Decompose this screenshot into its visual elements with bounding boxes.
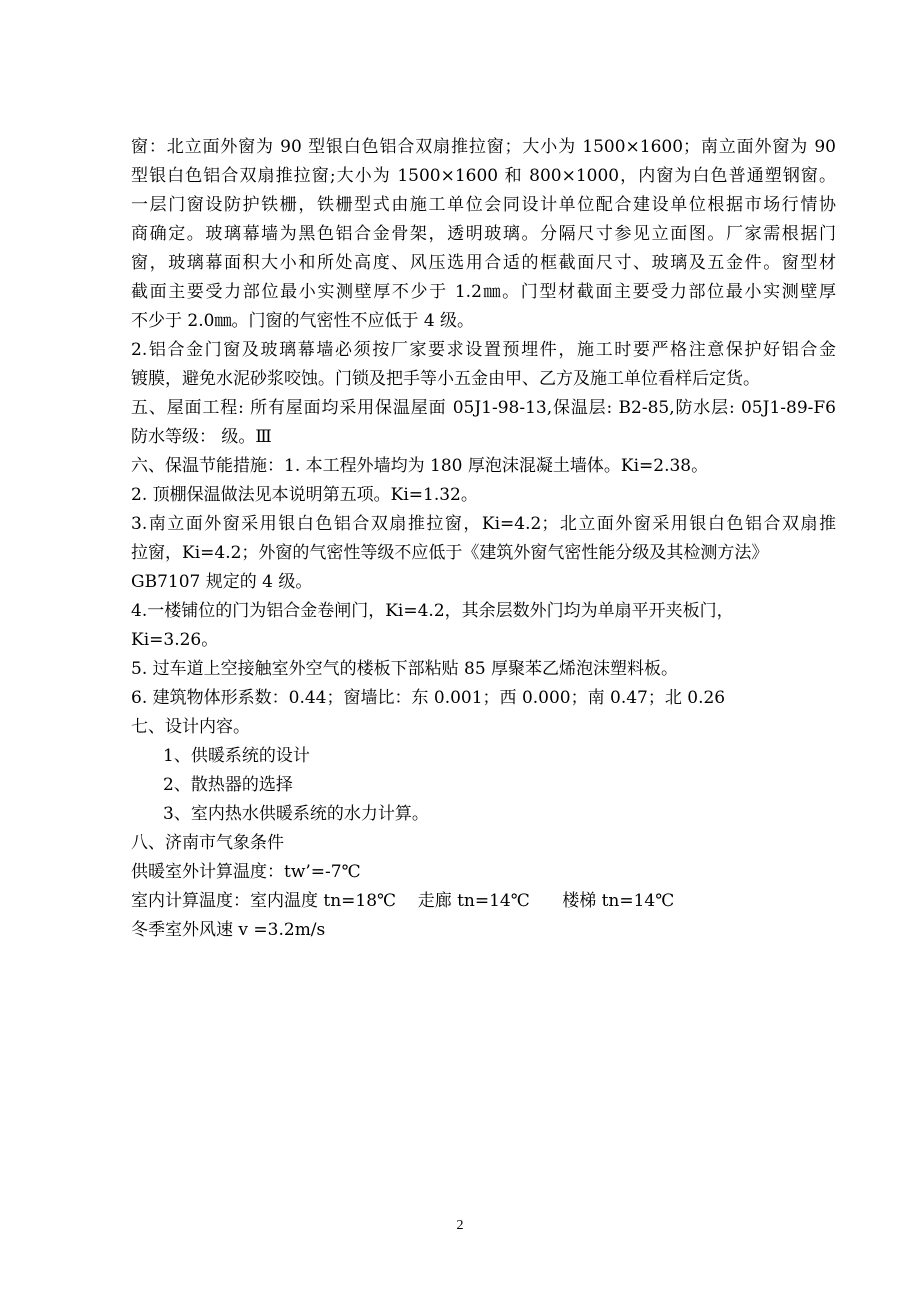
text-line: 六、保温节能措施：1. 本工程外墙均为 180 厚泡沫混凝土墙体。Ki=2.38。 (131, 456, 709, 476)
section-heading: 七、设计内容。 (131, 717, 250, 737)
text-line: 2.铝合金门窗及玻璃幕墙必须按厂家要求设置预埋件，施工时要严格注意保护好铝合金 (131, 340, 836, 360)
page-number: 2 (456, 1218, 464, 1233)
text-line: 室内计算温度：室内温度 tn=18℃ 走廊 tn=14℃ 楼梯 tn=14℃ (131, 891, 675, 911)
text-line: 2. 顶棚保温做法见本说明第五项。Ki=1.32。 (131, 485, 478, 505)
text-line: 商确定。玻璃幕墙为黑色铝合金骨架，透明玻璃。分隔尺寸参见立面图。厂家需根据门 (131, 224, 836, 244)
text-line: 拉窗，Ki=4.2；外窗的气密性等级不应低于《建筑外窗气密性能分级及其检测方法》 (131, 543, 769, 563)
text-line: 4.一楼铺位的门为铝合金卷闸门，Ki=4.2，其余层数外门均为单扇平开夹板门， (131, 601, 734, 621)
text-line: Ki=3.26。 (131, 630, 219, 650)
list-item: 1、供暖系统的设计 (163, 746, 310, 766)
text-line: 3.南立面外窗采用银白色铝合双扇推拉窗，Ki=4.2；北立面外窗采用银白色铝合双扇推 (131, 514, 836, 534)
text-line: 一层门窗设防护铁栅，铁栅型式由施工单位会同设计单位配合建设单位根据市场行情协 (131, 195, 836, 215)
text-line: 不少于 2.0㎜。门窗的气密性不应低于 4 级。 (131, 311, 475, 331)
text-line: 五、屋面工程: 所有屋面均采用保温屋面 05J1-98-13,保温层: B2-85,防水层: 05J1-89-F6 (131, 398, 836, 418)
text-line: 5. 过车道上空接触室外空气的楼板下部粘贴 85 厚聚苯乙烯泡沫塑料板。 (131, 659, 679, 679)
text-line: 截面主要受力部位最小实测壁厚不少于 1.2㎜。门型材截面主要受力部位最小实测壁厚 (131, 282, 836, 302)
text-line: 窗，玻璃幕面积大小和所处高度、风压选用合适的框截面尺寸、玻璃及五金件。窗型材 (131, 253, 836, 273)
text-line: 窗：北立面外窗为 90 型银白色铝合双扇推拉窗；大小为 1500×1600；南立面外窗为 90 (131, 137, 836, 157)
text-line: 6. 建筑物体形系数：0.44；窗墙比：东 0.001；西 0.000；南 0.47；北 0.26 (131, 688, 726, 708)
text-line: 供暖室外计算温度：tw’=-7℃ (131, 862, 361, 882)
text-line: 冬季室外风速 v =3.2m/s (131, 920, 326, 940)
list-item: 3、室内热水供暖系统的水力计算。 (163, 804, 429, 824)
text-line: 型银白色铝合双扇推拉窗;大小为 1500×1600 和 800×1000，内窗为白色普通塑钢窗。 (131, 166, 836, 186)
text-line: GB7107 规定的 4 级。 (131, 572, 313, 592)
document-body (131, 133, 836, 945)
list-item: 2、散热器的选择 (163, 775, 293, 795)
section-heading: 八、济南市气象条件 (131, 833, 284, 853)
text-line: 防水等级： 级。Ⅲ (131, 427, 272, 447)
text-line: 镀膜，避免水泥砂浆咬蚀。门锁及把手等小五金由甲、乙方及施工单位看样后定货。 (131, 369, 760, 389)
